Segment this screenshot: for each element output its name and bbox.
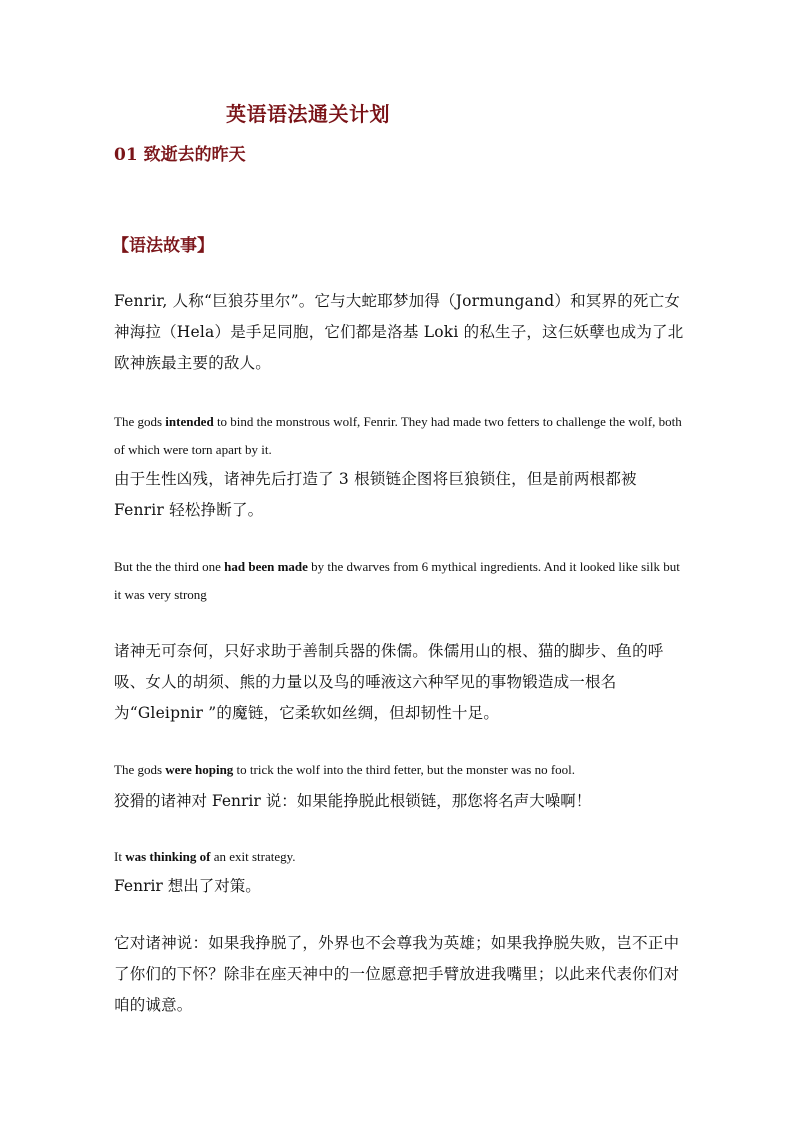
story-paragraph-3: 诸神无可奈何，只好求助于善制兵器的侏儒。侏儒用山的根、猫的脚步、鱼的呼吸、女人的胡须、熊的力量以及鸟的唾液这六种罕见的事物锻造成一根名为“Gleipnir ”的魔链，它柔软如丝绸，但却韧性十足。	[114, 642, 664, 722]
story-paragraph-6: 它对诸神说：如果我挣脱了，外界也不会尊我为英雄；如果我挣脱失败，岂不正中了你们的下怀？除非在座天神中的一位愿意把手臂放进我嘴里；以此来代表你们对咱的诚意。	[114, 934, 680, 1014]
english-sentence-4: It was thinking of an exit strategy.	[114, 849, 296, 864]
english-sentence-2: But the the third one had been made by the dwarves from 6 mythical ingredients. And it looked like silk but it was very strong	[114, 559, 680, 602]
story-paragraph-2: 由于生性凶残，诸神先后打造了 3 根锁链企图将巨狼锁住，但是前两根都被 Fenrir 轻松挣断了。	[114, 470, 637, 519]
story-paragraph-4: 狡猾的诸神对 Fenrir 说：如果能挣脱此根锁链，那您将名声大噪啊！	[114, 792, 592, 810]
grammar-highlight-2: had been made	[224, 559, 308, 574]
story-paragraph-5: Fenrir 想出了对策。	[114, 877, 261, 895]
chapter-subtitle: 01 致逝去的昨天	[114, 145, 246, 165]
grammar-highlight-4: was thinking of	[125, 849, 211, 864]
english-sentence-3: The gods were hoping to trick the wolf into the third fetter, but the monster was no fool.	[114, 762, 576, 777]
page-title: 英语语法通关计划	[226, 102, 390, 126]
section-heading: 【语法故事】	[112, 236, 214, 256]
grammar-highlight-1: intended	[165, 414, 214, 429]
grammar-highlight-3: were hoping	[165, 762, 234, 777]
english-sentence-1: The gods intended to bind the monstrous wolf, Fenrir. They had made two fetters to challenge the wolf, both of which were torn apart by it.	[114, 414, 682, 457]
story-paragraph-1: Fenrir, 人称“巨狼芬里尔”。它与大蛇耶梦加得（Jormungand）和冥界的死亡女神海拉（Hela）是手足同胞，它们都是洛基 Loki 的私生子，这仨妖孽也成为了北欧神族最主要的敌人。	[114, 292, 684, 372]
